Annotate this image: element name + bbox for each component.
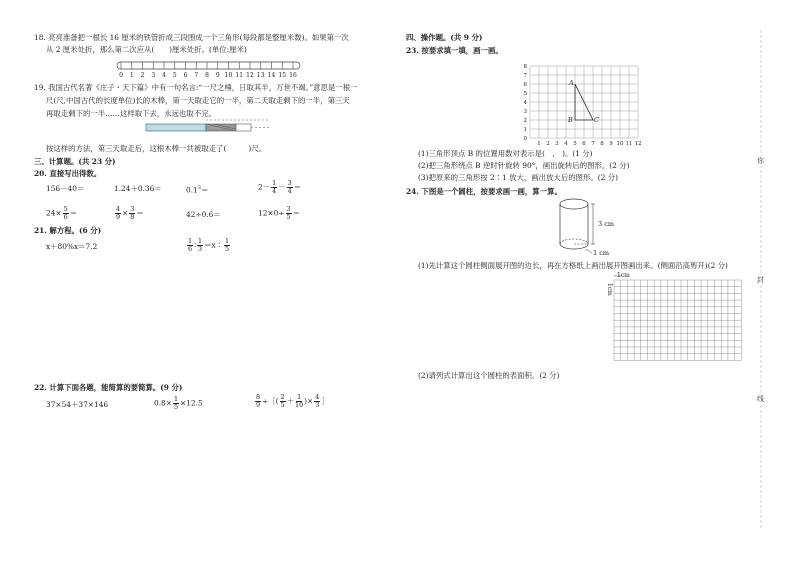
ruler-tick-label: 0 (119, 72, 123, 79)
ruler-tick-label: 2 (140, 72, 145, 79)
ruler-tick-label: 5 (172, 72, 177, 79)
q20-item2: 1.24＋0.36＝ (114, 184, 162, 193)
q20-item6: $\frac{4}{9}$ × $\frac{3}{8}$ ＝ (116, 205, 144, 221)
ruler-tick-label: 3 (151, 72, 156, 79)
ruler-tick-label: 16 (289, 72, 297, 79)
q24-radius-label: 1 cm (593, 249, 610, 257)
point-b-label: B (568, 116, 573, 124)
q18-text-line2: 从 2 厘米处折，那么第二次应从( )厘米处折。(单位:厘米) (46, 45, 247, 54)
q19-stick-figure (146, 122, 276, 134)
q22-expression3: $\frac{8}{9}$ ÷［( $\frac{2}{5}$ ＋ $\frac{1}{10}$ )× $\frac{4}{3}$ ］ (256, 393, 329, 409)
q18-ruler (117, 62, 307, 84)
q20-item1: 156－40＝ (46, 184, 85, 193)
x-tick-label: 8 (600, 141, 604, 147)
q24-sub1: (1)先计算这个圆柱侧面展开图的边长，再在方格纸上画出展开图画出来。(侧面沿高剪开)(2 分) (418, 261, 728, 270)
x-tick-label: 2 (546, 141, 550, 147)
q23-sub2: (2)把三角形绕点 B 逆时针旋转 90°，画出旋转后的图形。(2 分) (418, 161, 630, 170)
x-tick-label: 7 (591, 141, 595, 147)
point-a-label: A (569, 79, 574, 87)
q21-equation2: $\frac{1}{6}$ ∶ $\frac{1}{3}$ ＝x∶ $\frac{1}{5}$ (188, 237, 230, 253)
point-c-label: C (594, 116, 599, 124)
q24-sub2: (2)请列式计算出这个圆柱的表面积。(2 分) (418, 371, 560, 380)
x-tick-label: 6 (582, 141, 586, 147)
x-tick-label: 12 (634, 141, 642, 147)
ruler-tick-label: 8 (205, 72, 209, 79)
y-tick-label: 2 (523, 118, 527, 124)
q22-expression2: 0.8× $\frac{1}{5}$ ×12.5 (154, 395, 203, 411)
q24-title: 24. 下图是一个圆柱，按要求画一画，算一算。 (406, 187, 562, 196)
ruler-tick-label: 14 (267, 72, 276, 79)
q23-sub1: (1)三角形顶点 B 的位置用数对表示是( , )。(1 分) (418, 149, 593, 158)
y-tick-label: 8 (523, 64, 527, 70)
q21-equation1: x＋80%x＝7.2 (46, 242, 98, 251)
x-tick-label: 4 (564, 141, 568, 147)
q24-drawing-grid (614, 280, 744, 366)
ruler-tick-label: 15 (278, 72, 287, 79)
q19-text-line1: 19. 我国古代名著《庄子・天下篇》中有一句名言:“一尺之棰，日取其半，万世不竭。”意思是一根一 (34, 83, 358, 92)
q20-item5: 24× $\frac{5}{6}$ ＝ (46, 205, 78, 221)
ruler-tick-label: 6 (183, 72, 188, 79)
y-tick-label: 7 (523, 73, 527, 79)
binding-char-2: 封 (757, 276, 764, 284)
x-tick-label: 9 (609, 141, 613, 147)
ruler-tick-label: 13 (256, 72, 265, 79)
section3-title: 三、计算题。(共 23 分) (34, 157, 116, 166)
x-tick-label: 1 (537, 141, 541, 147)
ruler-tick-label: 11 (235, 72, 244, 79)
q21-title: 21. 解方程。(6 分) (34, 226, 102, 235)
x-tick-label: 11 (625, 141, 633, 147)
q22-expression1: 37×54＋37×146 (46, 400, 109, 409)
binding-char-1: 你 (757, 157, 764, 165)
x-tick-label: 5 (573, 141, 577, 147)
y-tick-label: 6 (523, 82, 527, 88)
ruler-tick-label: 12 (246, 72, 254, 79)
q19-text-line2: 尺(尺,中国古代的长度单位)长的木棒，第一天取走它的一半，第二天取走剩下的一半，第三天 (46, 96, 350, 105)
q20-title: 20. 直接写出得数。 (34, 169, 102, 178)
q23-coordinate-grid (520, 60, 650, 150)
y-tick-label: 3 (523, 109, 527, 115)
ruler-tick-label: 1 (129, 72, 134, 79)
q22-title: 22. 计算下面各题，能简算的要简算。(9 分) (34, 383, 183, 392)
binding-char-3: 线 (757, 395, 764, 403)
q19-text-line3: 再取走剩下的一半……这样取下去，永远也取不完。 (46, 109, 216, 118)
q19-text-line4: 按这样的方法，第三天取走后，这根木棒一共被取走了( )尺。 (46, 144, 267, 153)
x-tick-label: 3 (555, 141, 559, 147)
ruler-tick-label: 9 (215, 72, 220, 79)
q20-item4: 2－ $\frac{1}{4}$ － $\frac{3}{4}$ ＝ (258, 179, 302, 195)
q23-sub3: (3)把原来的三角形按 2∶1 放大，画出放大后的图形。(2 分) (418, 173, 618, 182)
q18-text-line1: 18. 亮亮准备把一根长 16 厘米的铁管折成三段围成一个三角形(每段都是整厘米数)。如果第一次 (34, 33, 349, 42)
y-tick-label: 0 (523, 136, 527, 142)
q24-grid-top-label: 1cm (617, 272, 630, 279)
ruler-tick-label: 7 (194, 72, 199, 79)
ruler-tick-label: 4 (162, 72, 166, 79)
q20-item3: $0.1^3=$ (186, 185, 209, 195)
section4-title: 四、操作题。(共 9 分) (406, 33, 483, 42)
q24-grid-side-label: 1cm (606, 283, 613, 296)
ruler-tick-label: 10 (224, 72, 233, 79)
q23-title: 23. 按要求填一填，画一画。 (406, 46, 503, 55)
q20-item7: 42÷0.6＝ (186, 210, 221, 219)
y-tick-label: 1 (523, 127, 527, 133)
q20-item8: 12×0÷ $\frac{3}{5}$ ＝ (258, 205, 300, 221)
x-tick-label: 10 (616, 141, 624, 147)
y-tick-label: 5 (523, 91, 527, 97)
y-tick-label: 4 (523, 100, 527, 106)
q24-height-label: 3 cm (598, 220, 615, 228)
